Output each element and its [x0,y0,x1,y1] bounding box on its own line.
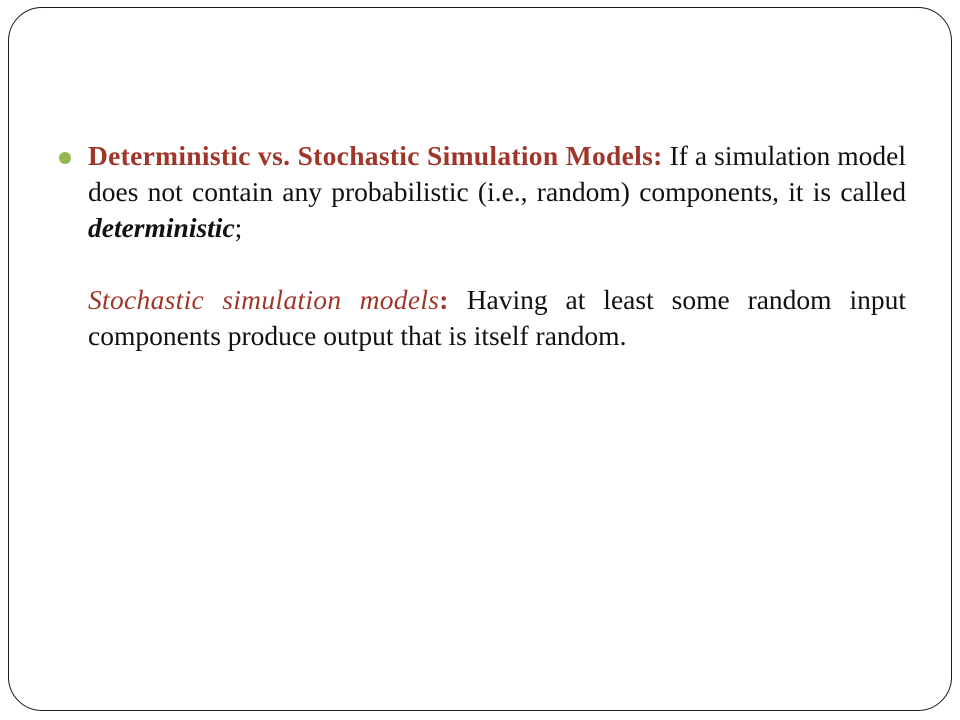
punctuation: ; [234,212,243,243]
paragraph-stochastic [88,282,906,354]
stochastic-definition: Having at least some random input components produce output that is itself random. [88,284,907,351]
stochastic-term: Stochastic simulation models [88,284,440,315]
slide-frame [8,7,952,711]
paragraph-deterministic [88,138,906,246]
definition-text: If a simulation model does not contain any probabilistic (i.e., random) components, it is called [88,140,907,207]
emphasized-term: deterministic [88,212,235,243]
term-colon: : [439,284,449,315]
bullet-point [59,152,71,164]
slide-body [88,138,906,354]
term-heading: Deterministic vs. Stochastic Simulation Models: [88,140,663,171]
